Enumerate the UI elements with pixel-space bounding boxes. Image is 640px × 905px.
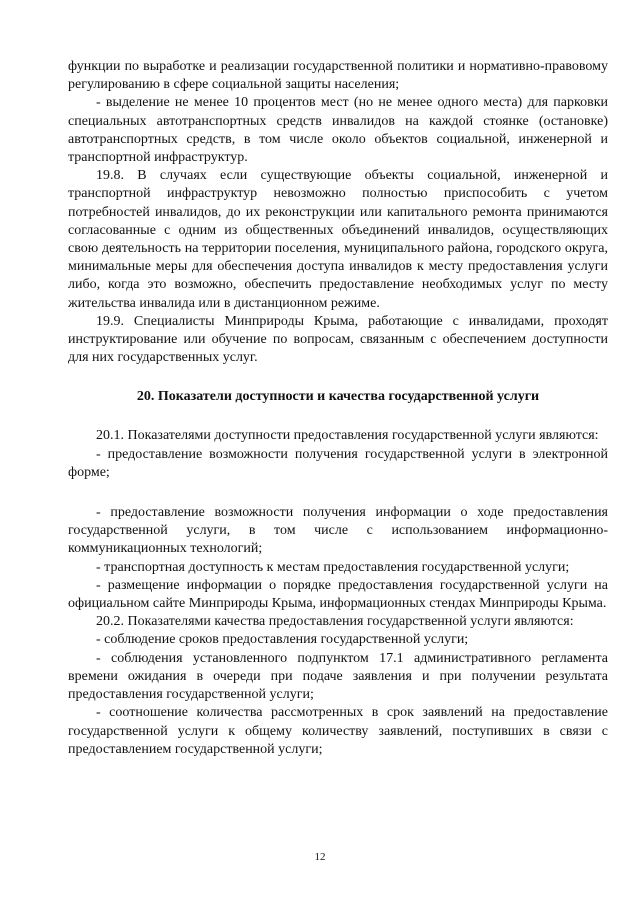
list-item-queue-time: - соблюдения установленного подпунктом 17.1 административного регламента времени ожидания в очереди при подаче заявления и при получении результата предоставления государственной услуги; [68,650,608,703]
document-page [68,58,608,759]
list-item-electronic-form: - предоставление возможности получения государственной услуги в электронной форме; [68,446,608,480]
list-item-website-info: - размещение информации о порядке предоставления государственной услуги на официальном сайте Минприроды Крыма, информационных стендах Минприроды Крыма. [68,577,608,612]
paragraph-20-2-intro: 20.2. Показателями качества предоставления государственной услуги являются: [96,614,574,630]
paragraph-parking: - выделение не менее 10 процентов мест (но не менее одного места) для парковки специальных автотранспортных средств инвалидов на каждой стоянке (остановке) автотранспортных средств, в том числе около объектов социальной, инженерной и транспортной инфраструктур. [68,95,608,166]
list-item-information-progress: - предоставление возможности получения информации о ходе предоставления государственной услуги, в том числе с использованием информационно-коммуникационных технологий; [68,505,608,557]
list-item-deadlines: - соблюдение сроков предоставления государственной услуги; [96,632,469,648]
list-item-transport-access: - транспортная доступность к местам предоставления государственной услуги; [96,559,570,575]
paragraph-19-9: 19.9. Специалисты Минприроды Крыма, работающие с инвалидами, проходят инструктирование или обучение по вопросам, связанным с обеспечением доступности для них государственных услуг. [68,313,608,366]
section-heading-20: 20. Показатели доступности и качества государственной услуги [136,389,540,405]
paragraph-20-1-intro: 20.1. Показателями доступности предоставления государственной услуги являются: [96,428,599,444]
paragraph-continuation: функции по выработке и реализации государственной политики и нормативно-правовому регулированию в сфере социальной защиты населения; [68,59,608,93]
page-number: 12 [314,851,326,863]
list-item-ratio: - соотношение количества рассмотренных в срок заявлений на предоставление государственной услуги к общему количеству заявлений, поступивших в связи с предоставлением государственной услуги; [68,705,608,757]
paragraph-19-8: 19.8. В случаях если существующие объекты социальной, инженерной и транспортной инфраструктур невозможно полностью приспособить с учетом потребностей инвалидов, до их реконструкции или капитального ремонта принимаются согласованные с одним из общественных объединений инвалидов, осуществляющих свою деятельность на территории поселения, муниципального района, городского округа, минимальные меры для обеспечения доступа инвалидов к месту предоставления услуги либо, когда это возможно, обеспечить предоставление необходимых услуг по месту жительства инвалида или в дистанционном режиме. [68,168,608,311]
